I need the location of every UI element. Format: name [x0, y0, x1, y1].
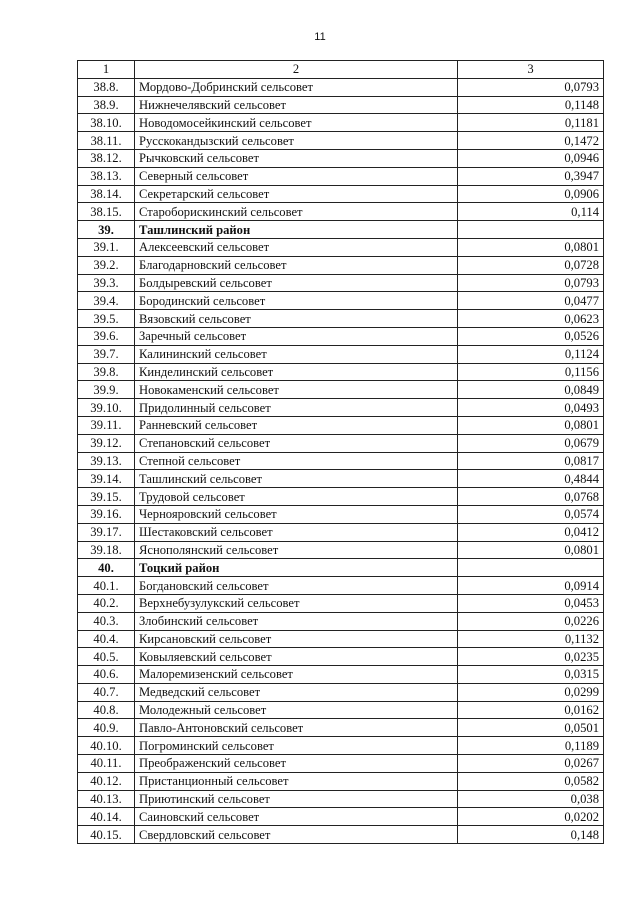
coefficient-value: 0,0582	[458, 772, 604, 790]
row-number: 40.	[78, 559, 135, 577]
table-row	[78, 345, 604, 363]
table-row	[78, 363, 604, 381]
row-number: 40.13.	[78, 790, 135, 808]
settlement-name: Вязовский сельсовет	[135, 310, 458, 328]
table-row	[78, 416, 604, 434]
table-row	[78, 292, 604, 310]
settlement-name: Трудовой сельсовет	[135, 488, 458, 506]
table-row	[78, 238, 604, 256]
row-number: 38.11.	[78, 132, 135, 150]
coefficient-value: 0,0315	[458, 666, 604, 684]
row-number: 38.8.	[78, 78, 135, 96]
settlement-name: Староборискинский сельсовет	[135, 203, 458, 221]
settlement-name: Благодарновский сельсовет	[135, 256, 458, 274]
table-row	[78, 274, 604, 292]
table-row	[78, 666, 604, 684]
row-number: 38.9.	[78, 96, 135, 114]
coefficient-value: 0,0914	[458, 577, 604, 595]
coefficient-value	[458, 221, 604, 239]
page-number: 11	[314, 31, 326, 43]
coefficient-value: 0,1181	[458, 114, 604, 132]
row-number: 40.12.	[78, 772, 135, 790]
settlement-name: Заречный сельсовет	[135, 327, 458, 345]
table-row	[78, 772, 604, 790]
table-row	[78, 719, 604, 737]
row-number: 40.8.	[78, 701, 135, 719]
table-row	[78, 808, 604, 826]
table-row	[78, 612, 604, 630]
row-number: 38.12.	[78, 149, 135, 167]
row-number: 38.14.	[78, 185, 135, 203]
table-row	[78, 434, 604, 452]
table-row	[78, 381, 604, 399]
settlement-name: Верхнебузулукский сельсовет	[135, 594, 458, 612]
coefficient-value: 0,1472	[458, 132, 604, 150]
settlement-name: Саиновский сельсовет	[135, 808, 458, 826]
coefficient-value: 0,0526	[458, 327, 604, 345]
row-number: 39.12.	[78, 434, 135, 452]
settlement-name: Приютинский сельсовет	[135, 790, 458, 808]
coefficient-value: 0,1156	[458, 363, 604, 381]
coefficient-value: 0,038	[458, 790, 604, 808]
row-number: 39.8.	[78, 363, 135, 381]
table-body	[78, 61, 604, 844]
table-row	[78, 577, 604, 595]
row-number: 40.4.	[78, 630, 135, 648]
coefficient-value: 0,0226	[458, 612, 604, 630]
settlement-name: Пристанционный сельсовет	[135, 772, 458, 790]
coefficient-value: 0,0768	[458, 488, 604, 506]
table-row	[78, 327, 604, 345]
table-row	[78, 630, 604, 648]
coefficient-value: 0,0202	[458, 808, 604, 826]
settlement-name: Тоцкий район	[135, 559, 458, 577]
row-number: 39.17.	[78, 523, 135, 541]
row-number: 40.11.	[78, 755, 135, 773]
settlement-name: Ранневский сельсовет	[135, 416, 458, 434]
settlement-name: Алексеевский сельсовет	[135, 238, 458, 256]
table-row	[78, 505, 604, 523]
coefficient-value: 0,0679	[458, 434, 604, 452]
settlement-name: Новокаменский сельсовет	[135, 381, 458, 399]
column-header-2: 2	[135, 61, 458, 79]
row-number: 40.2.	[78, 594, 135, 612]
row-number: 39.9.	[78, 381, 135, 399]
table-row	[78, 185, 604, 203]
row-number: 39.13.	[78, 452, 135, 470]
table-row	[78, 541, 604, 559]
coefficient-value: 0,0793	[458, 78, 604, 96]
settlement-name: Рычковский сельсовет	[135, 149, 458, 167]
row-number: 39.2.	[78, 256, 135, 274]
row-number: 40.5.	[78, 648, 135, 666]
row-number: 39.15.	[78, 488, 135, 506]
table-row	[78, 648, 604, 666]
coefficient-value: 0,0574	[458, 505, 604, 523]
table-row	[78, 78, 604, 96]
row-number: 40.15.	[78, 826, 135, 844]
settlement-name: Северный сельсовет	[135, 167, 458, 185]
settlement-name: Злобинский сельсовет	[135, 612, 458, 630]
row-number: 39.4.	[78, 292, 135, 310]
coefficient-value: 0,0801	[458, 541, 604, 559]
row-number: 39.11.	[78, 416, 135, 434]
settlement-name: Чернояровский сельсовет	[135, 505, 458, 523]
settlement-name: Ташлинский сельсовет	[135, 470, 458, 488]
settlement-name: Бородинский сельсовет	[135, 292, 458, 310]
settlement-name: Преображенский сельсовет	[135, 755, 458, 773]
row-number: 39.	[78, 221, 135, 239]
coefficient-value: 0,0493	[458, 399, 604, 417]
settlement-name: Яснополянский сельсовет	[135, 541, 458, 559]
table-row	[78, 594, 604, 612]
row-number: 39.3.	[78, 274, 135, 292]
coefficient-value: 0,0501	[458, 719, 604, 737]
settlement-name: Павло-Антоновский сельсовет	[135, 719, 458, 737]
row-number: 39.1.	[78, 238, 135, 256]
row-number: 40.3.	[78, 612, 135, 630]
settlement-name: Шестаковский сельсовет	[135, 523, 458, 541]
row-number: 40.10.	[78, 737, 135, 755]
settlement-name: Болдыревский сельсовет	[135, 274, 458, 292]
coefficient-value: 0,0946	[458, 149, 604, 167]
row-number: 38.13.	[78, 167, 135, 185]
settlement-name: Погроминский сельсовет	[135, 737, 458, 755]
table-row	[78, 826, 604, 844]
row-number: 39.5.	[78, 310, 135, 328]
settlement-name: Новодомосейкинский сельсовет	[135, 114, 458, 132]
table-row	[78, 683, 604, 701]
settlement-name: Кинделинский сельсовет	[135, 363, 458, 381]
row-number: 39.10.	[78, 399, 135, 417]
settlement-name: Ташлинский район	[135, 221, 458, 239]
settlement-name: Придолинный сельсовет	[135, 399, 458, 417]
column-header-1: 1	[78, 61, 135, 79]
settlement-name: Русскокандызский сельсовет	[135, 132, 458, 150]
settlement-name: Богдановский сельсовет	[135, 577, 458, 595]
settlement-name: Степановский сельсовет	[135, 434, 458, 452]
coefficient-value: 0,1132	[458, 630, 604, 648]
settlement-name: Нижнечелявский сельсовет	[135, 96, 458, 114]
coefficient-value: 0,0453	[458, 594, 604, 612]
table-row	[78, 701, 604, 719]
settlement-name: Малоремизенский сельсовет	[135, 666, 458, 684]
table-row	[78, 203, 604, 221]
row-number: 38.10.	[78, 114, 135, 132]
settlement-name: Ковыляевский сельсовет	[135, 648, 458, 666]
coefficient-value: 0,0906	[458, 185, 604, 203]
table-row	[78, 737, 604, 755]
coefficient-value: 0,0299	[458, 683, 604, 701]
table-row	[78, 523, 604, 541]
coefficient-value: 0,0801	[458, 416, 604, 434]
coefficient-value: 0,3947	[458, 167, 604, 185]
row-number: 40.1.	[78, 577, 135, 595]
coefficient-value: 0,0849	[458, 381, 604, 399]
table-row	[78, 755, 604, 773]
table-row	[78, 399, 604, 417]
table-row	[78, 167, 604, 185]
coefficient-value: 0,0412	[458, 523, 604, 541]
coefficient-value: 0,0162	[458, 701, 604, 719]
row-number: 40.9.	[78, 719, 135, 737]
settlement-name: Свердловский сельсовет	[135, 826, 458, 844]
coefficient-value: 0,0267	[458, 755, 604, 773]
coefficient-value: 0,0801	[458, 238, 604, 256]
settlement-name: Медведский сельсовет	[135, 683, 458, 701]
table-row	[78, 452, 604, 470]
row-number: 40.14.	[78, 808, 135, 826]
coefficient-value: 0,0817	[458, 452, 604, 470]
table-header-row	[78, 61, 604, 79]
table-row	[78, 149, 604, 167]
table-row	[78, 96, 604, 114]
table-row	[78, 470, 604, 488]
coefficient-value: 0,148	[458, 826, 604, 844]
row-number: 39.14.	[78, 470, 135, 488]
table-row	[78, 256, 604, 274]
table-row	[78, 132, 604, 150]
settlement-name: Степной сельсовет	[135, 452, 458, 470]
settlement-name: Калининский сельсовет	[135, 345, 458, 363]
settlement-name: Молодежный сельсовет	[135, 701, 458, 719]
coefficient-value: 0,0623	[458, 310, 604, 328]
table-row	[78, 310, 604, 328]
table-row	[78, 488, 604, 506]
row-number: 39.6.	[78, 327, 135, 345]
coefficient-value: 0,1124	[458, 345, 604, 363]
coefficient-value	[458, 559, 604, 577]
row-number: 38.15.	[78, 203, 135, 221]
row-number: 39.16.	[78, 505, 135, 523]
row-number: 40.6.	[78, 666, 135, 684]
coefficient-value: 0,114	[458, 203, 604, 221]
coefficient-value: 0,0728	[458, 256, 604, 274]
coefficient-value: 0,4844	[458, 470, 604, 488]
district-row	[78, 559, 604, 577]
column-header-3: 3	[458, 61, 604, 79]
coefficient-value: 0,1148	[458, 96, 604, 114]
settlement-name: Кирсановский сельсовет	[135, 630, 458, 648]
allocation-table	[77, 60, 604, 844]
district-row	[78, 221, 604, 239]
row-number: 40.7.	[78, 683, 135, 701]
row-number: 39.7.	[78, 345, 135, 363]
row-number: 39.18.	[78, 541, 135, 559]
settlement-name: Секретарский сельсовет	[135, 185, 458, 203]
coefficient-value: 0,0235	[458, 648, 604, 666]
settlement-name: Мордово-Добринский сельсовет	[135, 78, 458, 96]
table-row	[78, 790, 604, 808]
table-row	[78, 114, 604, 132]
coefficient-value: 0,0477	[458, 292, 604, 310]
coefficient-value: 0,1189	[458, 737, 604, 755]
coefficient-value: 0,0793	[458, 274, 604, 292]
